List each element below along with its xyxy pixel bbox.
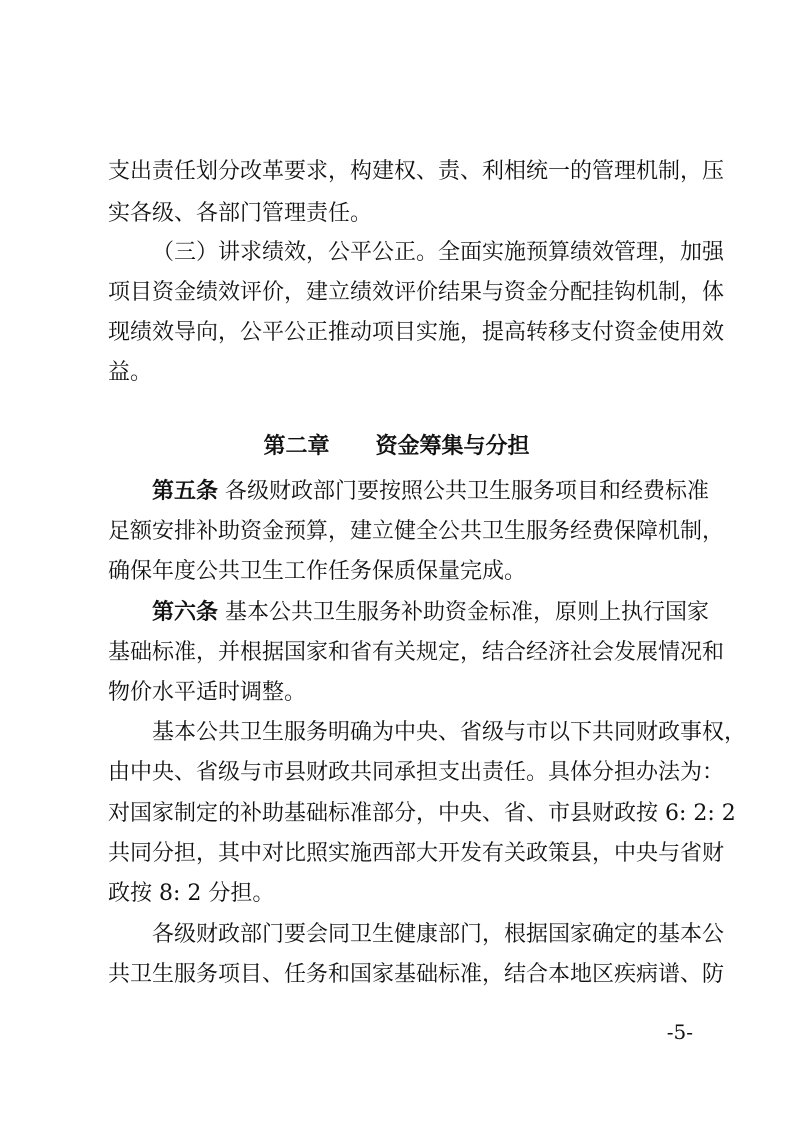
paragraph-line: 益。 — [108, 360, 153, 385]
paragraph-line: 各级财政部门要会同卫生健康部门，根据国家确定的基本公 — [152, 922, 725, 947]
article-label: 第六条 — [152, 600, 219, 625]
paragraph-line: 共同分担，其中对比照实施西部大开发有关政策县，中央与省财 — [108, 841, 725, 866]
paragraph-line: 支出责任划分改革要求，构建权、责、利相统一的管理机制，压 — [108, 159, 725, 184]
paragraph-line: 足额安排补助资金预算，建立健全公共卫生服务经费保障机制， — [108, 519, 725, 544]
article-line — [152, 598, 710, 628]
paragraph-line: 政按 8: 2 分担。 — [108, 881, 275, 906]
paragraph-line: 确保年度公共卫生工作任务保质保量完成。 — [108, 559, 527, 584]
paragraph-line: 项目资金绩效评价，建立绩效评价结果与资金分配挂钩机制，体 — [108, 280, 725, 305]
paragraph-line: 实各级、各部门管理责任。 — [108, 201, 373, 226]
paragraph-line: 基础标准，并根据国家和省有关规定，结合经济社会发展情况和 — [108, 640, 725, 665]
paragraph-line: 由中央、省级与市县财政共同承担支出责任。具体分担办法为： — [108, 760, 725, 785]
page-number: -5- — [666, 1020, 693, 1044]
paragraph-line: 现绩效导向，公平公正推动项目实施，提高转移支付资金使用效 — [108, 320, 725, 345]
article-line — [152, 477, 710, 507]
article-text: 基本公共卫生服务补助资金标准，原则上执行国家 — [218, 600, 710, 625]
paragraph-line: 对国家制定的补助基础标准部分，中央、省、市县财政按 6: 2: 2 — [108, 801, 736, 826]
chapter-heading: 第二章 资金筹集与分担 — [263, 434, 530, 459]
paragraph-line: 物价水平适时调整。 — [108, 680, 307, 705]
paragraph-line: 共卫生服务项目、任务和国家基础标准，结合本地区疾病谱、防 — [108, 962, 725, 987]
paragraph-line: （三）讲求绩效，公平公正。全面实施预算绩效管理，加强 — [152, 240, 725, 265]
article-text: 各级财政部门要按照公共卫生服务项目和经费标准 — [218, 479, 710, 504]
article-label: 第五条 — [152, 479, 219, 504]
paragraph-line: 基本公共卫生服务明确为中央、省级与市以下共同财政事权， — [152, 720, 747, 745]
